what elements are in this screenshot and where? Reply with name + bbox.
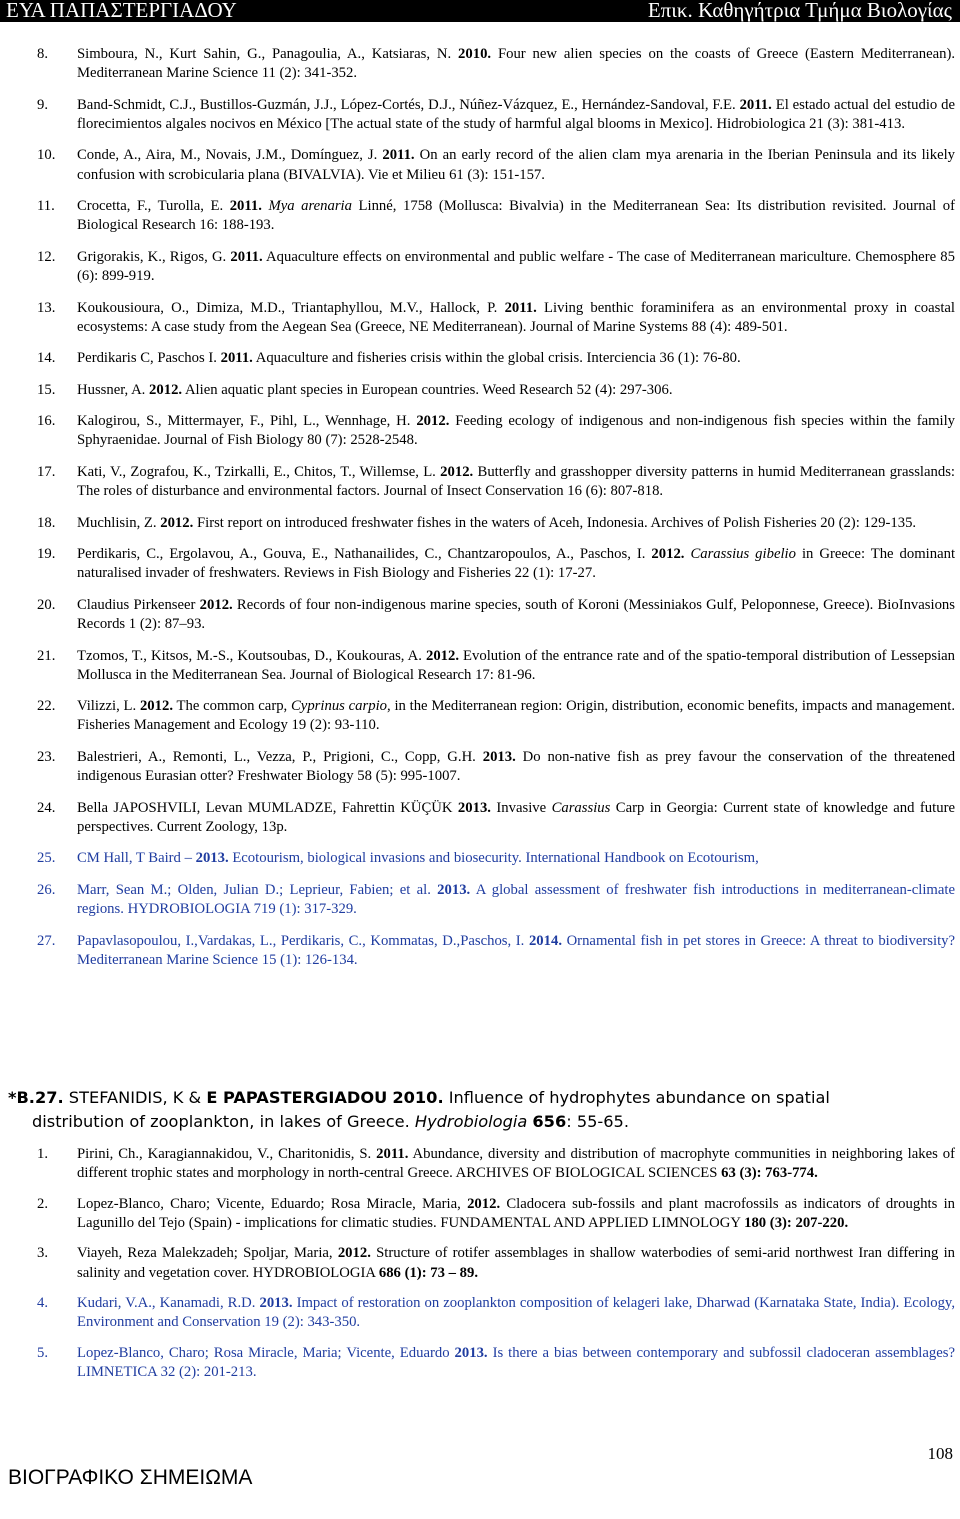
reference-number: 9.	[37, 96, 49, 113]
reference-year: 2013.	[482, 748, 516, 765]
reference-number: 5.	[37, 1344, 49, 1361]
reference-year: 2011.	[739, 96, 772, 113]
publication-title: Influence of hydrophytes abundance on spatial	[448, 1088, 830, 1107]
reference-year: 2011.	[382, 147, 415, 164]
reference-authors: Crocetta, F., Turolla, E.	[77, 198, 224, 215]
reference-year: 2012.	[160, 514, 194, 531]
publication-year: 2010.	[392, 1088, 444, 1107]
reference-volume: 180 (3): 207-220.	[744, 1214, 849, 1231]
reference-authors: Papavlasopoulou, I.,Vardakas, L., Perdikaris, C., Kommatas, D.,Paschos, I.	[77, 932, 525, 949]
reference-number: 23.	[37, 748, 56, 765]
reference-text: Alien aquatic plant species in European countries. Weed Research 52 (4): 297-306.	[184, 381, 673, 398]
reference-authors: Bella JAPOSHVILI, Levan MUMLADZE, Fahrettin KÜÇÜK	[77, 799, 453, 816]
reference-item	[37, 1294, 955, 1332]
reference-authors: Grigorakis, K., Rigos, G.	[77, 248, 227, 265]
reference-text: Aquaculture and fisheries crisis within the global crisis. Interciencia 36 (1): 76-80.	[255, 350, 741, 367]
reference-number: 16.	[37, 413, 56, 430]
reference-item	[37, 248, 955, 286]
reference-text: Is there a bias between contemporary and subfossil cladoceran assemblages? LIMNETICA 32 (2): 201-213.	[77, 1344, 956, 1381]
reference-year: 2014.	[528, 932, 562, 949]
reference-authors: Kudari, V.A., Kanamadi, R.D.	[77, 1295, 256, 1312]
citing-list	[37, 1145, 955, 1394]
reference-text: The common carp,	[176, 698, 288, 715]
reference-item	[37, 45, 955, 83]
reference-authors: Claudius Pirkenseer	[77, 596, 196, 613]
reference-year: 2012.	[440, 463, 474, 480]
reference-number: 10.	[37, 147, 56, 164]
reference-text: , in the Mediterranean region: Origin, distribution, economic benefits, impacts and management. Fisheries Management and Ecology 19 (2): 93-110.	[77, 698, 955, 734]
reference-number: 21.	[37, 647, 56, 664]
reference-item	[37, 545, 955, 583]
reference-number: 22.	[37, 698, 56, 715]
reference-year: 2013.	[195, 850, 229, 867]
reference-number: 3.	[37, 1245, 49, 1262]
reference-authors: Vilizzi, L.	[77, 698, 137, 715]
publication-label: *B.27.	[8, 1088, 64, 1107]
reference-text: Cladocera sub-fossils and plant macrofossils as indicators of droughts in Lagunillo del Tejo (Spain) - implications for climatic studies. FUNDAMENTAL AND APPLIED LIMNOLOGY	[77, 1195, 956, 1231]
reference-year: 2011.	[376, 1146, 409, 1162]
reference-year: 2013.	[437, 881, 471, 898]
reference-italic: Cyprinus carpio	[291, 698, 387, 715]
reference-year: 2011.	[220, 350, 253, 367]
page-number: 108	[927, 1444, 953, 1463]
reference-authors: Simboura, N., Kurt Sahin, G., Panagoulia, A., Katsiaras, N.	[77, 46, 452, 62]
reference-item	[37, 1145, 955, 1183]
reference-item	[37, 197, 955, 235]
reference-text: in Greece: The dominant naturalised invader of freshwaters. Reviews in Fish Biology and Fisheries 22 (1): 17-27.	[77, 546, 956, 582]
reference-authors: Hussner, A.	[77, 381, 146, 398]
reference-authors: Pirini, Ch., Karagiannakidou, V., Charitonidis, S.	[77, 1146, 372, 1162]
publication-journal: Hydrobiologia	[414, 1112, 528, 1131]
reference-text: A global assessment of freshwater fish introductions in mediterranean-climate regions. HYDROBIOLOGIA 719 (1): 317-329.	[77, 881, 955, 918]
header-author: ΕΥΑ ΠΑΠΑΣΤΕΡΓΙΑΔΟΥ	[6, 0, 237, 22]
reference-item	[37, 697, 955, 735]
reference-item	[37, 849, 955, 868]
reference-year: 2013.	[454, 1344, 488, 1361]
reference-item	[37, 1244, 955, 1282]
reference-year: 2011.	[504, 299, 537, 316]
reference-text: Records of four non-indigenous marine species, south of Koroni (Messiniakos Gulf, Peloponnese, Greece). BioInvasions Records 1 (2): 87–93.	[77, 596, 955, 633]
reference-item	[37, 349, 955, 368]
reference-year: 2010.	[458, 46, 492, 62]
reference-text: Structure of rotifer assemblages in shallow waterbodies of semi-arid northwest Iran differing in salinity and vegetation cover. HYDROBIOLOGIA	[77, 1245, 955, 1281]
publication-pages: : 55-65.	[566, 1112, 630, 1131]
reference-authors: CM Hall, T Baird –	[77, 850, 192, 867]
reference-text: First report on introduced freshwater fishes in the waters of Aceh, Indonesia. Archives of Polish Fisheries 20 (2): 129-135.	[196, 514, 917, 531]
reference-text: Feeding ecology of indigenous and non-indigenous fish species within the family Sphyraenidae. Journal of Fish Biology 80 (7): 2528-2548.	[77, 413, 956, 449]
header-position: Επικ. Καθηγήτρια Τμήμα Βιολογίας	[647, 0, 952, 22]
publication-volume: 656	[532, 1112, 567, 1131]
reference-text: Aquaculture effects on environmental and public welfare - The case of Mediterranean mariculture. Chemosphere 85 (6): 899-919.	[77, 248, 955, 285]
publication-authors: STEFANIDIS, K &	[68, 1088, 202, 1107]
publication-author-bold: E PAPASTERGIADOU	[206, 1088, 388, 1107]
reference-volume: 63 (3): 763-774.	[721, 1165, 818, 1182]
reference-number: 14.	[37, 350, 56, 367]
reference-number: 11.	[37, 198, 55, 215]
reference-authors: Perdikaris C, Paschos I.	[77, 350, 217, 367]
reference-item	[37, 932, 955, 970]
reference-item	[37, 881, 955, 919]
reference-number: 24.	[37, 799, 56, 816]
reference-number: 18.	[37, 514, 56, 531]
page-header	[0, 0, 960, 22]
reference-text: Four new alien species on the coasts of Greece (Eastern Mediterranean). Mediterranean Marine Science 11 (2): 341-352.	[77, 46, 956, 82]
publication-entry	[8, 1086, 953, 1134]
reference-italic: Carassius gibelio	[690, 546, 796, 563]
reference-number: 15.	[37, 381, 56, 398]
reference-number: 20.	[37, 596, 56, 613]
reference-number: 12.	[37, 248, 56, 265]
reference-authors: Band-Schmidt, C.J., Bustillos-Guzmán, J.J., López-Cortés, D.J., Núñez-Vázquez, E., Hernández-Sandoval, F.E.	[77, 96, 736, 113]
reference-year: 2012.	[651, 546, 685, 563]
reference-number: 26.	[37, 881, 56, 898]
reference-year: 2012.	[425, 647, 460, 664]
reference-item	[37, 299, 955, 337]
reference-year: 2012.	[467, 1195, 501, 1212]
reference-year: 2012.	[337, 1245, 371, 1262]
reference-authors: Koukousioura, O., Dimiza, M.D., Triantaphyllou, M.V., Hallock, P.	[77, 299, 498, 316]
reference-number: 19.	[37, 546, 56, 563]
reference-authors: Kati, V., Zografou, K., Tzirkalli, E., Chitos, T., Willemse, L.	[77, 463, 436, 480]
reference-text: Do non-native fish as prey favour the conservation of the threatened indigenous Eurasian otter? Freshwater Biology 58 (5): 995-1007.	[77, 748, 956, 785]
reference-text: On an early record of the alien clam mya arenaria in the Iberian Peninsula and its likely confusion with scrobicularia plana (BIVALVIA). Vie et Milieu 61 (3): 151-157.	[77, 147, 956, 183]
reference-number: 27.	[37, 932, 56, 949]
reference-number: 2.	[37, 1195, 49, 1212]
reference-item	[37, 1344, 955, 1382]
reference-text: El estado actual del estudio de florecimientos algales nocivos en México [The actual state of the study of harmful algal blooms in Mexico]. Hidrobiologica 21 (3): 381-413.	[77, 96, 956, 132]
reference-year: 2012.	[416, 413, 450, 430]
reference-text: Impact of restoration on zooplankton composition of kelageri lake, Dharwad (Karnataka State, India). Ecology, Environment and Conservation 19 (2): 343-350.	[77, 1295, 955, 1331]
reference-year: 2012.	[149, 381, 183, 398]
reference-volume: 686 (1): 73 – 89.	[378, 1264, 478, 1281]
reference-text: Ornamental fish in pet stores in Greece: A threat to biodiversity? Mediterranean Marine Science 15 (1): 126-134.	[77, 932, 956, 968]
reference-authors: Tzomos, T., Kitsos, M.-S., Koutsoubas, D., Koukouras, A.	[77, 647, 422, 664]
reference-italic: Mya arenaria	[268, 198, 352, 215]
reference-item	[37, 96, 955, 134]
reference-item	[37, 463, 955, 501]
reference-number: 8.	[37, 46, 49, 62]
citation-list	[37, 45, 955, 982]
reference-item	[37, 799, 955, 837]
reference-year: 2012.	[139, 698, 173, 715]
reference-year: 2011.	[230, 248, 263, 265]
reference-italic: Carassius	[551, 799, 611, 816]
reference-text: Linné, 1758 (Mollusca: Bivalvia) in the Mediterranean Sea: Its distribution revisited. Journal of Biological Research 16: 188-193.	[77, 198, 956, 234]
reference-item	[37, 596, 955, 634]
reference-year: 2011.	[229, 198, 262, 215]
reference-text: Butterfly and grasshopper diversity patterns in humid Mediterranean grasslands: The roles of disturbance and environmental factors. Journal of Insect Conservation 16 (6): 807-818.	[77, 463, 955, 500]
reference-year: 2013.	[259, 1295, 293, 1312]
reference-item	[37, 381, 955, 400]
reference-authors: Balestrieri, A., Remonti, L., Vezza, P., Prigioni, C., Copp, G.H.	[77, 748, 476, 765]
reference-text: Evolution of the entrance rate and of the spatio-temporal distribution of Lessepsian Mollusca in the Mediterranean Sea. Journal of Biological Research 17: 81-96.	[77, 647, 956, 683]
reference-item	[37, 514, 955, 533]
reference-authors: Kalogirou, S., Mittermayer, F., Pihl, L., Wennhage, H.	[77, 413, 411, 430]
reference-item	[37, 146, 955, 184]
reference-text: Abundance, diversity and distribution of macrophyte communities in neighboring lakes of different trophic states and morphology in north-central Greece. ARCHIVES OF BIOLOGICAL SCIENCES	[77, 1146, 955, 1182]
reference-item	[37, 647, 955, 685]
reference-authors: Marr, Sean M.; Olden, Julian D.; Leprieur, Fabien; et al.	[77, 881, 431, 898]
reference-text: Carp in Georgia: Current state of knowledge and future perspectives. Current Zoology, 13p.	[77, 799, 955, 835]
reference-authors: Muchlisin, Z.	[77, 514, 157, 531]
reference-item	[37, 748, 955, 786]
reference-item	[37, 1195, 955, 1233]
reference-number: 17.	[37, 463, 56, 480]
reference-year: 2013.	[457, 799, 491, 816]
reference-authors: Lopez-Blanco, Charo; Rosa Miracle, Maria; Vicente, Eduardo	[77, 1344, 450, 1361]
reference-text: Living benthic foraminifera as an environmental proxy in coastal ecosystems: A case study from the Aegean Sea (Greece, NE Mediterranean). Journal of Marine Systems 88 (4): 489-501.	[77, 299, 956, 335]
reference-text: Invasive	[496, 799, 547, 816]
reference-authors: Perdikaris, C., Ergolavou, A., Gouva, E., Nathanailides, C., Chantzaropoulos, A., Paschos, I.	[77, 546, 646, 563]
reference-year: 2012.	[199, 596, 233, 613]
reference-authors: Lopez-Blanco, Charo; Vicente, Eduardo; Rosa Miracle, Maria,	[77, 1195, 461, 1212]
reference-number: 4.	[37, 1295, 49, 1312]
publication-title-cont: distribution of zooplankton, in lakes of Greece.	[32, 1112, 410, 1131]
reference-number: 1.	[37, 1146, 49, 1162]
reference-authors: Viayeh, Reza Malekzadeh; Spoljar, Maria,	[77, 1245, 333, 1262]
reference-text: Ecotourism, biological invasions and biosecurity. International Handbook on Ecotourism,	[232, 850, 759, 867]
reference-authors: Conde, A., Aira, M., Novais, J.M., Domínguez, J.	[77, 147, 378, 164]
reference-number: 13.	[37, 299, 56, 316]
reference-number: 25.	[37, 850, 56, 867]
page-footer: ΒΙΟΓΡΑΦΙΚΟ ΣΗΜΕΙΩΜΑ	[8, 1466, 253, 1489]
reference-item	[37, 412, 955, 450]
